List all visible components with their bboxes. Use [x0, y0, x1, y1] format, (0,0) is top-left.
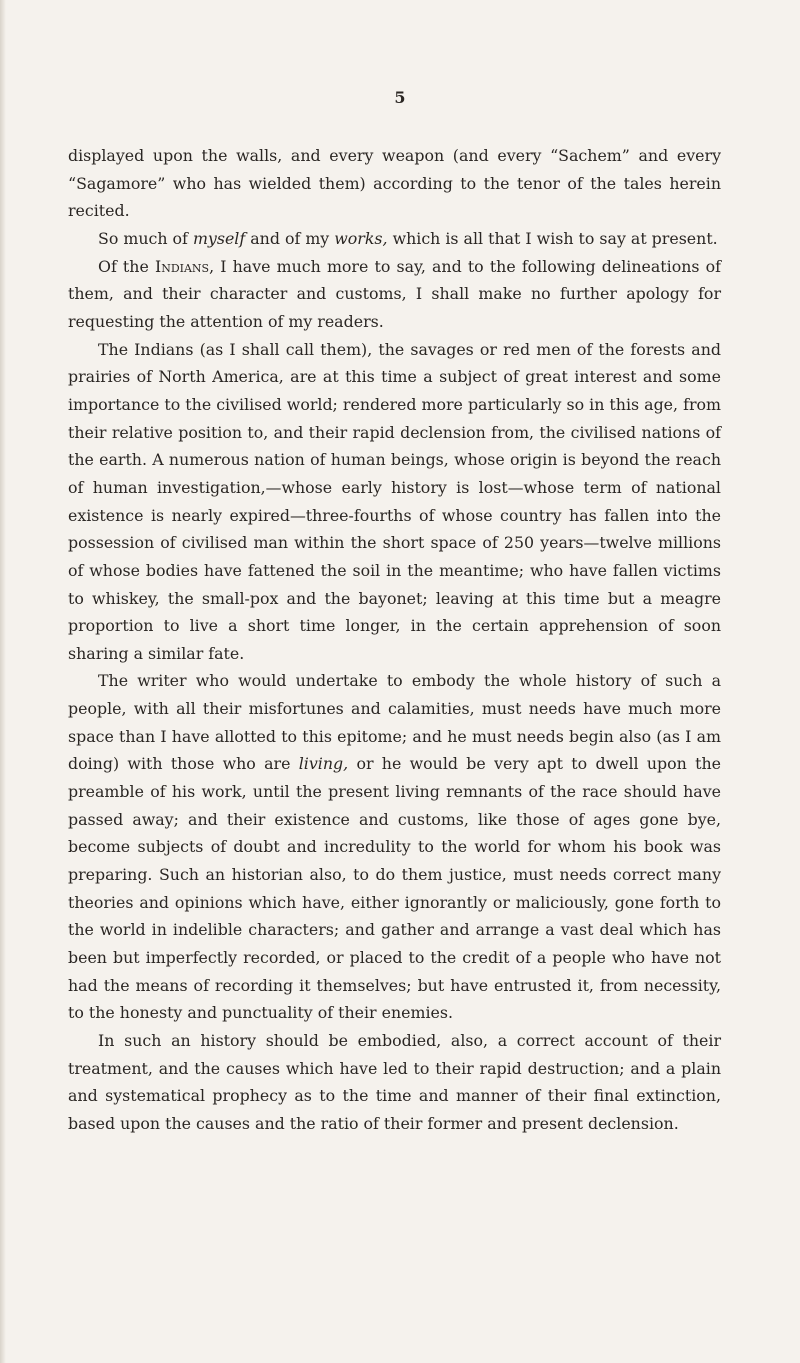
page-body-text [68, 142, 721, 1138]
paragraph-3 [68, 253, 721, 336]
page-number: 5 [394, 88, 406, 107]
paragraph-3-part-a: Of the [98, 256, 155, 276]
paragraph-3-part-c: I have much more to say, and to the following delineations of them, and their character and customs, I shall make no further apology for requesting the attention of my readers. [68, 256, 721, 331]
small-caps-indians: Indians, [154, 256, 215, 276]
paragraph-5-part-a: The writer who would undertake to embody the whole history of such a people, with all their misfortunes and calamities, must needs have much more space than I have allotted to this epitome; and he must needs begin also (as I am doing) with those who are [68, 671, 721, 774]
paragraph-4: The Indians (as I shall call them), the savages or red men of the forests and prairies of North America, are at this time a subject of great interest and some importance to the civilised world; rendered more particularly so in this age, from their relative position to, and their rapid declension from, the civilised nations of the earth. A numerous nation of human beings, whose origin is beyond the reach of human investigation,—whose early history is lost—whose term of national existence is nearly expired—three-fourths of whose country has fallen into the possession of civilised man within the short space of 250 years—twelve millions of whose bodies have fattened the soil in the meantime; who have fallen victims to whiskey, the small-pox and the bayonet; leaving at this time but a meagre proportion to live a short time longer, in the certain apprehension of soon sharing a similar fate. [68, 339, 721, 663]
page-edge-shadow [0, 0, 6, 1363]
paragraph-2-part-a: So much of [98, 228, 193, 248]
paragraph-5 [68, 667, 721, 1027]
emphasis-myself: myself [192, 228, 246, 248]
paragraph-2 [68, 225, 721, 253]
paragraph-6: In such an history should be embodied, also, a correct account of their treatment, and the causes which have led to their rapid destruction; and a plain and systematical prophecy as to the time and manner of their final extinction, based upon the causes and the ratio of their former and present declension. [68, 1031, 721, 1133]
paragraph-2-part-e: which is all that I wish to say at present. [387, 228, 718, 248]
paragraph-2-part-c: and of my [245, 228, 335, 248]
paragraph-1: displayed upon the walls, and every weapon (and every “Sachem” and every “Sagamore” who has wielded them) according to the tenor of the tales herein recited. [68, 146, 721, 221]
paragraph-5-part-c: or he would be very apt to dwell upon the preamble of his work, until the present living remnants of the race should have passed away; and their existence and customs, like those of ages gone bye, become subjects of doubt and incredulity to the world for whom his book was preparing. Such an historian also, to do them justice, must needs correct many theories and opinions which have, either ignorantly or maliciously, gone forth to the world in indelible characters; and gather and arrange a vast deal which has been but imperfectly recorded, or placed to the credit of a people who have not had the means of recording it themselves; but have entrusted it, from necessity, to the honesty and punctuality of their enemies. [68, 754, 721, 1023]
emphasis-works: works, [334, 228, 388, 248]
emphasis-living: living, [298, 754, 349, 774]
